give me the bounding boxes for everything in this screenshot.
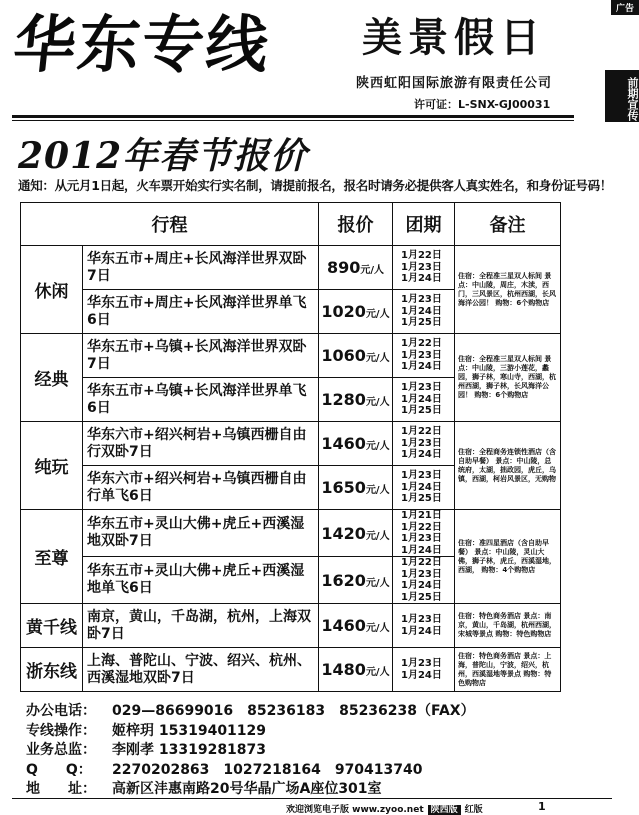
price-cell [319,557,393,604]
departure-date: 1月24日 [401,481,442,493]
table-row [21,334,561,378]
route-cell: 华东五市+灵山大佛+虎丘+西溪湿地单飞6日 [83,557,319,604]
dates-cell [393,510,455,557]
page-number: 1 [538,800,546,813]
route-cell: 华东六市+绍兴柯岩+乌镇西栅自由行单飞6日 [83,466,319,510]
departure-date: 1月25日 [401,591,442,603]
price-value: 1060 [321,346,366,365]
departure-date: 1月24日 [401,361,442,373]
category-cell: 浙东线 [21,648,83,692]
dates-cell [393,334,455,378]
departure-date: 1月22日 [401,250,442,262]
contact-label: 专线操作： [26,722,96,739]
header-route: 行程 [21,203,319,246]
price-unit: 元/人 [365,667,390,678]
departure-date: 1月23日 [401,614,442,625]
departure-date: 1月23日 [401,470,442,482]
dates-cell [393,422,455,466]
price-cell [319,510,393,557]
footer-badge: 陕西版 [428,805,461,815]
table-row [21,604,561,648]
departure-date: 1月24日 [401,449,442,461]
page-title: 2012年春节报价 [18,135,308,177]
price-unit: 元/人 [365,530,390,542]
departure-date: 1月24日 [401,669,442,681]
table-row [21,510,561,557]
contact-value: 李刚孝 13319281873 [112,742,267,758]
note-cell: 住宿：特色商务酒店 景点：南京，黄山，千岛湖，杭州西湖，宋城等景点 购物：特色购物店 [455,604,561,648]
departure-date: 1月22日 [401,557,442,568]
price-table [20,202,561,692]
departure-date: 1月24日 [401,273,442,285]
contact-row [26,780,475,800]
departure-date: 1月23日 [401,658,442,669]
price-value: 1650 [321,478,366,497]
contact-row [26,741,475,761]
header-price: 报价 [319,203,393,246]
price-value: 1460 [321,616,366,635]
contact-value: 高新区沣惠南路20号华晶广场A座位301室 [112,781,382,797]
price-unit: 元/人 [365,441,390,452]
departure-date: 1月25日 [401,493,442,505]
price-value: 1460 [321,434,366,453]
header-divider-thin [12,120,574,121]
price-unit: 元/人 [365,397,390,408]
price-value: 1620 [321,570,366,590]
dates-cell [393,648,455,692]
departure-date: 1月24日 [401,544,442,556]
departure-date: 1月22日 [401,521,442,533]
dates-cell [393,604,455,648]
price-cell [319,378,393,422]
contact-label: 地 址： [26,781,96,797]
table-row [21,648,561,692]
dates-cell [393,557,455,604]
departure-date: 1月23日 [401,294,442,306]
dates-cell [393,378,455,422]
price-cell [319,290,393,334]
contact-value: 2270202863 1027218164 970413740 [112,761,423,778]
price-value: 890 [326,258,361,277]
category-cell: 纯玩 [21,422,83,510]
route-cell: 华东五市+乌镇+长风海洋世界单飞6日 [83,378,319,422]
note-cell: 住宿：准四星酒店（含自助早餐） 景点：中山陵，灵山大佛，狮子林，虎丘，西溪湿地，西湖， 购物：4个购物店 [455,510,561,604]
price-value: 1480 [321,660,366,679]
dates-cell [393,246,455,290]
category-cell: 黄千线 [21,604,83,648]
departure-date: 1月23日 [401,533,442,544]
price-unit: 元/人 [365,577,390,589]
departure-date: 1月23日 [401,437,442,449]
departure-date: 1月25日 [401,405,442,417]
route-cell: 华东六市+绍兴柯岩+乌镇西栅自由行双卧7日 [83,422,319,466]
contact-block [26,702,475,800]
departure-date: 1月23日 [401,568,442,580]
price-cell [319,466,393,510]
contact-value: 姬梓玥 15319401129 [112,722,267,739]
price-unit: 元/人 [360,265,385,276]
note-cell: 住宿：特色商务酒店 景点：上海，普陀山，宁波，绍兴，杭州，西溪湿地等景点 购物：特色购物店 [455,648,561,692]
note-cell: 住宿：全程准三星双人标间 景点：中山陵，周庄，木渎，西门，三风景区，杭州西湖，长风海洋公园！ 购物：6个购物店 [455,246,561,334]
category-cell: 休闲 [21,246,83,334]
price-cell [319,334,393,378]
brand-main: 华东专线 [10,8,274,81]
departure-date: 1月23日 [401,349,442,361]
notice-text: 通知：从元月1日起，火车票开始实行实名制，请提前报名，报名时请务必提供客人真实姓名，和身份证号码！ [18,178,613,193]
header-notes: 备注 [455,203,561,246]
price-unit: 元/人 [365,353,390,364]
company-name: 陕西虹阳国际旅游有限责任公司 [356,76,553,91]
note-cell: 住宿：全程准三星双人标间 景点：中山陵，三游小莲花，蠡园，狮子林，寒山寺，西湖，杭州西湖，狮子林，长风海洋公园！ 购物：6个购物店 [455,334,561,422]
departure-date: 1月24日 [401,305,442,317]
contact-row [26,761,475,781]
footer-divider [12,798,612,799]
contact-label: 业务总监： [26,742,96,758]
license-number: 许可证：L-SNX-GJ00031 [414,98,551,111]
table-header-row [21,203,561,246]
departure-date: 1月23日 [401,382,442,394]
ad-tag: 广告 [611,0,639,15]
footer [286,802,483,815]
price-value: 1280 [321,390,366,409]
route-cell: 华东五市+灵山大佛+虎丘+西溪湿地双卧7日 [83,510,319,557]
route-cell: 华东五市+周庄+长风海洋世界双卧7日 [83,246,319,290]
price-value: 1020 [321,302,366,321]
departure-date: 1月24日 [401,393,442,405]
price-cell [319,422,393,466]
price-cell [319,246,393,290]
route-cell: 华东五市+周庄+长风海洋世界单飞6日 [83,290,319,334]
departure-date: 1月23日 [401,261,442,273]
header-dates: 团期 [393,203,455,246]
contact-row [26,722,475,742]
table-row [21,246,561,290]
price-unit: 元/人 [365,485,390,496]
price-unit: 元/人 [365,623,390,634]
contact-label: Q Q： [26,761,92,778]
contact-value: 029—86699016 85236183 85236238（FAX） [112,703,475,719]
brand-sub: 美景假日 [362,14,546,61]
price-cell [319,648,393,692]
header-divider [12,115,574,118]
category-cell: 至尊 [21,510,83,604]
price-cell [319,604,393,648]
departure-date: 1月22日 [401,426,442,438]
dates-cell [393,466,455,510]
route-cell: 南京，黄山，千岛湖，杭州，上海双卧7日 [83,604,319,648]
departure-date: 1月21日 [401,510,442,521]
departure-date: 1月25日 [401,317,442,329]
table-row [21,422,561,466]
footer-edition: 红版 [464,805,483,815]
dates-cell [393,290,455,334]
note-cell: 住宿：全程商务连锁性酒店（含自助早餐） 景点：中山陵，总统府，太湖，拙政园，虎丘，乌镇，西湖，柯岩风景区，无购物 [455,422,561,510]
side-tab: 前期宣传 [605,70,639,122]
departure-date: 1月24日 [401,625,442,637]
contact-row [26,702,475,722]
price-unit: 元/人 [365,309,390,320]
route-cell: 华东五市+乌镇+长风海洋世界双卧7日 [83,334,319,378]
contact-label: 办公电话： [26,703,96,719]
departure-date: 1月22日 [401,338,442,350]
price-value: 1420 [321,523,366,543]
departure-date: 1月24日 [401,580,442,591]
footer-text: 欢迎浏览电子版 www.zyoo.net [286,805,424,815]
category-cell: 经典 [21,334,83,422]
route-cell: 上海、普陀山、宁波、绍兴、杭州、西溪湿地双卧7日 [83,648,319,692]
